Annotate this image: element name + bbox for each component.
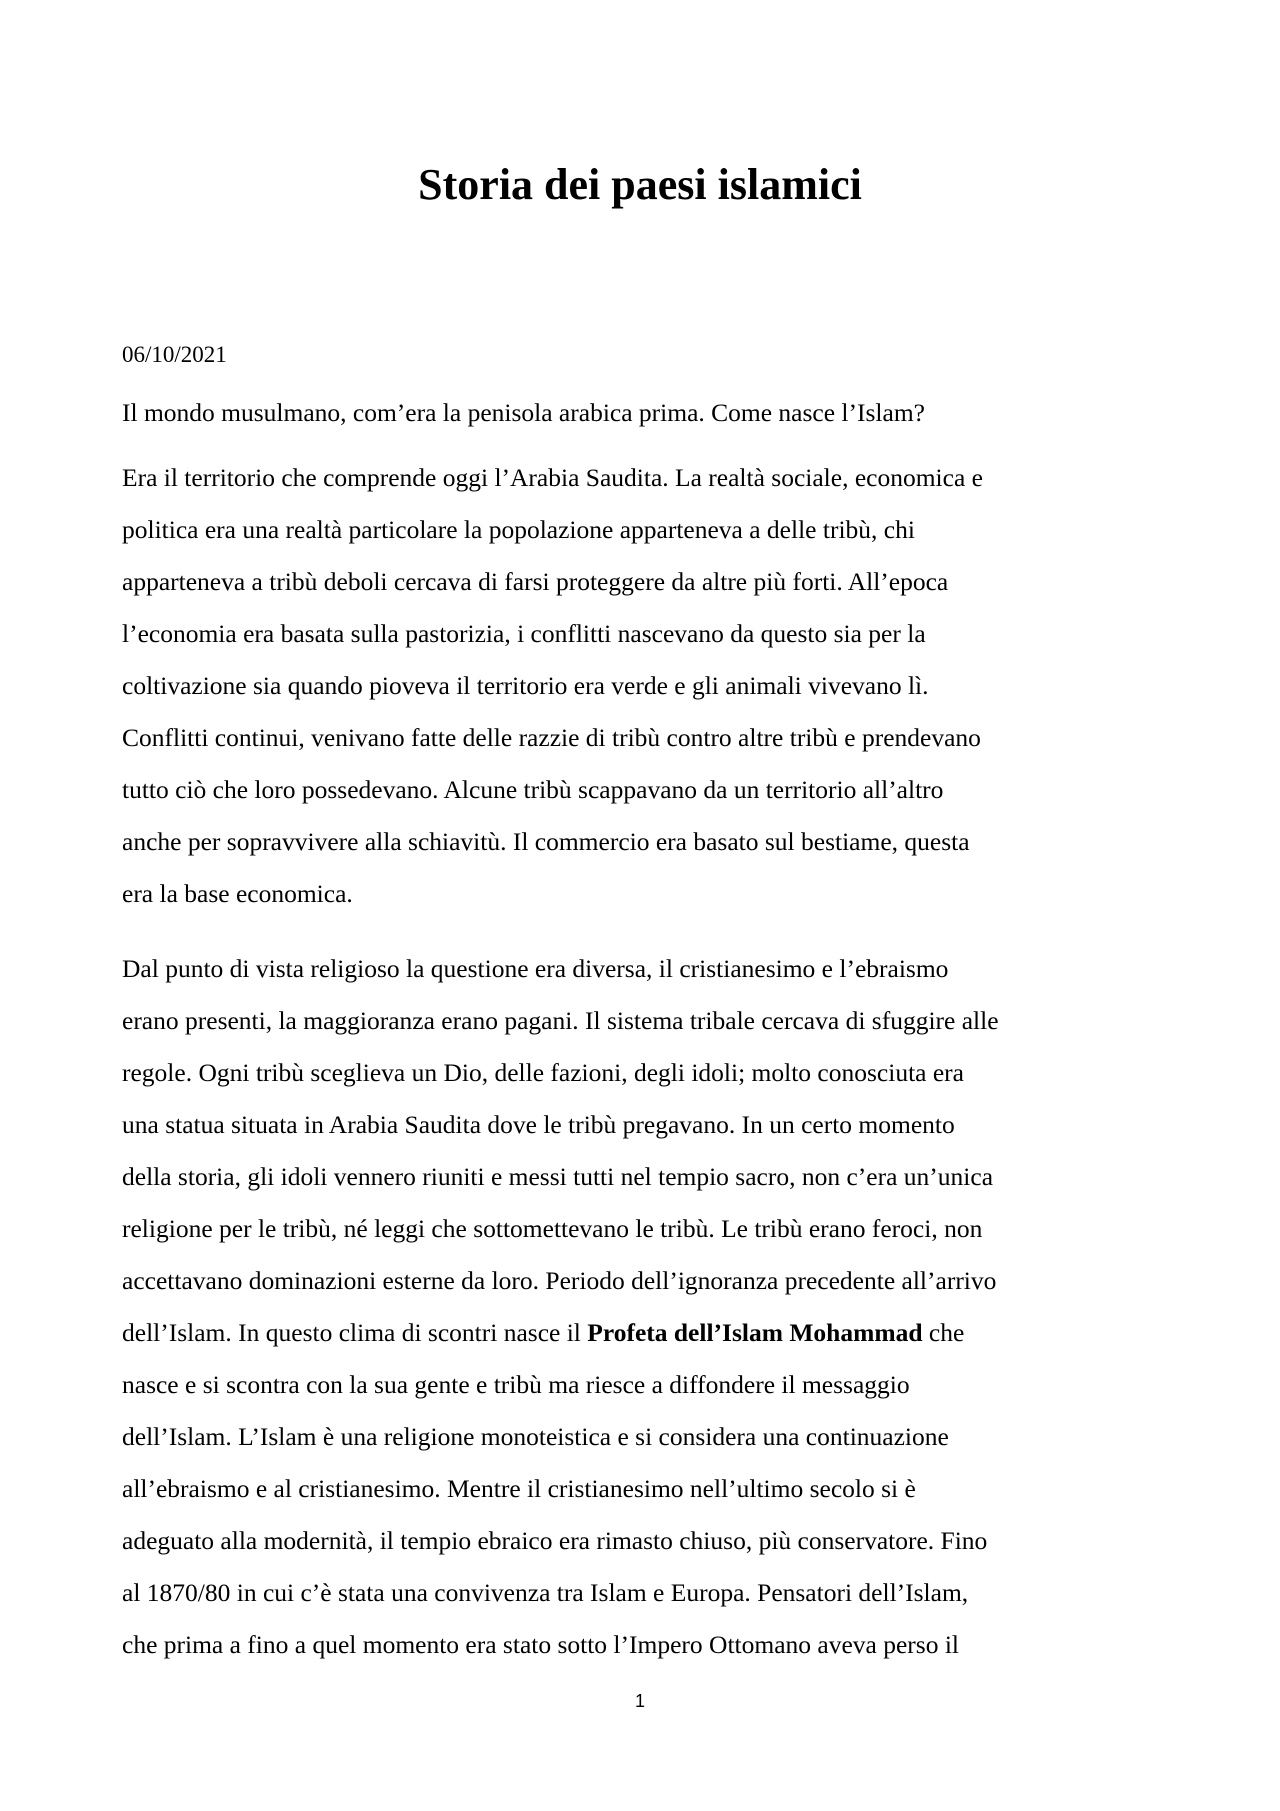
paragraph-line: nasce e si scontra con la sua gente e tribù ma riesce a diffondere il messaggio xyxy=(122,1370,910,1399)
page-title: Storia dei paesi islamici xyxy=(418,160,862,209)
paragraph-line: che prima a fino a quel momento era stato sotto l’Impero Ottomano aveva perso il xyxy=(122,1630,959,1659)
paragraph-line: era la base economica. xyxy=(122,879,353,908)
paragraph-line: al 1870/80 in cui c’è stata una convivenza tra Islam e Europa. Pensatori dell’Islam, xyxy=(122,1578,969,1607)
paragraph-religion xyxy=(122,943,1172,1671)
paragraph-line: della storia, gli idoli vennero riuniti e messi tutti nel tempio sacro, non c’era un’unica xyxy=(122,1162,994,1191)
paragraph-line: Conflitti continui, venivano fatte delle razzie di tribù contro altre tribù e prendevano xyxy=(122,723,981,752)
paragraph-line-prefix: dell’Islam. In questo clima di scontri nasce il xyxy=(122,1318,588,1347)
date-text: 06/10/2021 xyxy=(122,342,227,367)
paragraph-line: una statua situata in Arabia Saudita dove le tribù pregavano. In un certo momento xyxy=(122,1110,955,1139)
paragraph-line: politica era una realtà particolare la popolazione apparteneva a delle tribù, chi xyxy=(122,515,915,544)
paragraph-line: anche per sopravvivere alla schiavitù. Il commercio era basato sul bestiame, questa xyxy=(122,827,970,856)
paragraph-line: apparteneva a tribù deboli cercava di farsi proteggere da altre più forti. All’epoca xyxy=(122,567,949,596)
paragraph-line: all’ebraismo e al cristianesimo. Mentre il cristianesimo nell’ultimo secolo si è xyxy=(122,1474,916,1503)
paragraph-line: Era il territorio che comprende oggi l’Arabia Saudita. La realtà sociale, economica e xyxy=(122,463,983,492)
paragraph-line: erano presenti, la maggioranza erano pagani. Il sistema tribale cercava di sfuggire alle xyxy=(122,1006,999,1035)
paragraph-line: l’economia era basata sulla pastorizia, i conflitti nascevano da questo sia per la xyxy=(122,619,926,648)
paragraph-line: tutto ciò che loro possedevano. Alcune tribù scappavano da un territorio all’altro xyxy=(122,775,944,804)
paragraph-line: regole. Ogni tribù sceglieva un Dio, delle fazioni, degli idoli; molto conosciuta era xyxy=(122,1058,964,1087)
prophet-name-bold: Profeta dell’Islam Mohammad xyxy=(587,1318,923,1347)
paragraph-pre-islamic-arabia xyxy=(122,452,1172,920)
paragraph-line: Dal punto di vista religioso la questione era diversa, il cristianesimo e l’ebraismo xyxy=(122,954,949,983)
paragraph-line: adeguato alla modernità, il tempio ebraico era rimasto chiuso, più conservatore. Fino xyxy=(122,1526,988,1555)
paragraph-line: accettavano dominazioni esterne da loro. Periodo dell’ignoranza precedente all’arrivo xyxy=(122,1266,997,1295)
paragraph-line-suffix: che xyxy=(922,1318,965,1347)
paragraph-line: religione per le tribù, né leggi che sottomettevano le tribù. Le tribù erano feroci, non xyxy=(122,1214,983,1243)
paragraph-line: coltivazione sia quando pioveva il territorio era verde e gli animali vivevano lì. xyxy=(122,671,929,700)
intro-paragraph: Il mondo musulmano, com’era la penisola arabica prima. Come nasce l’Islam? xyxy=(122,398,925,427)
paragraph-line: dell’Islam. L’Islam è una religione monoteistica e si considera una continuazione xyxy=(122,1422,949,1451)
page-number: 1 xyxy=(634,1691,645,1711)
